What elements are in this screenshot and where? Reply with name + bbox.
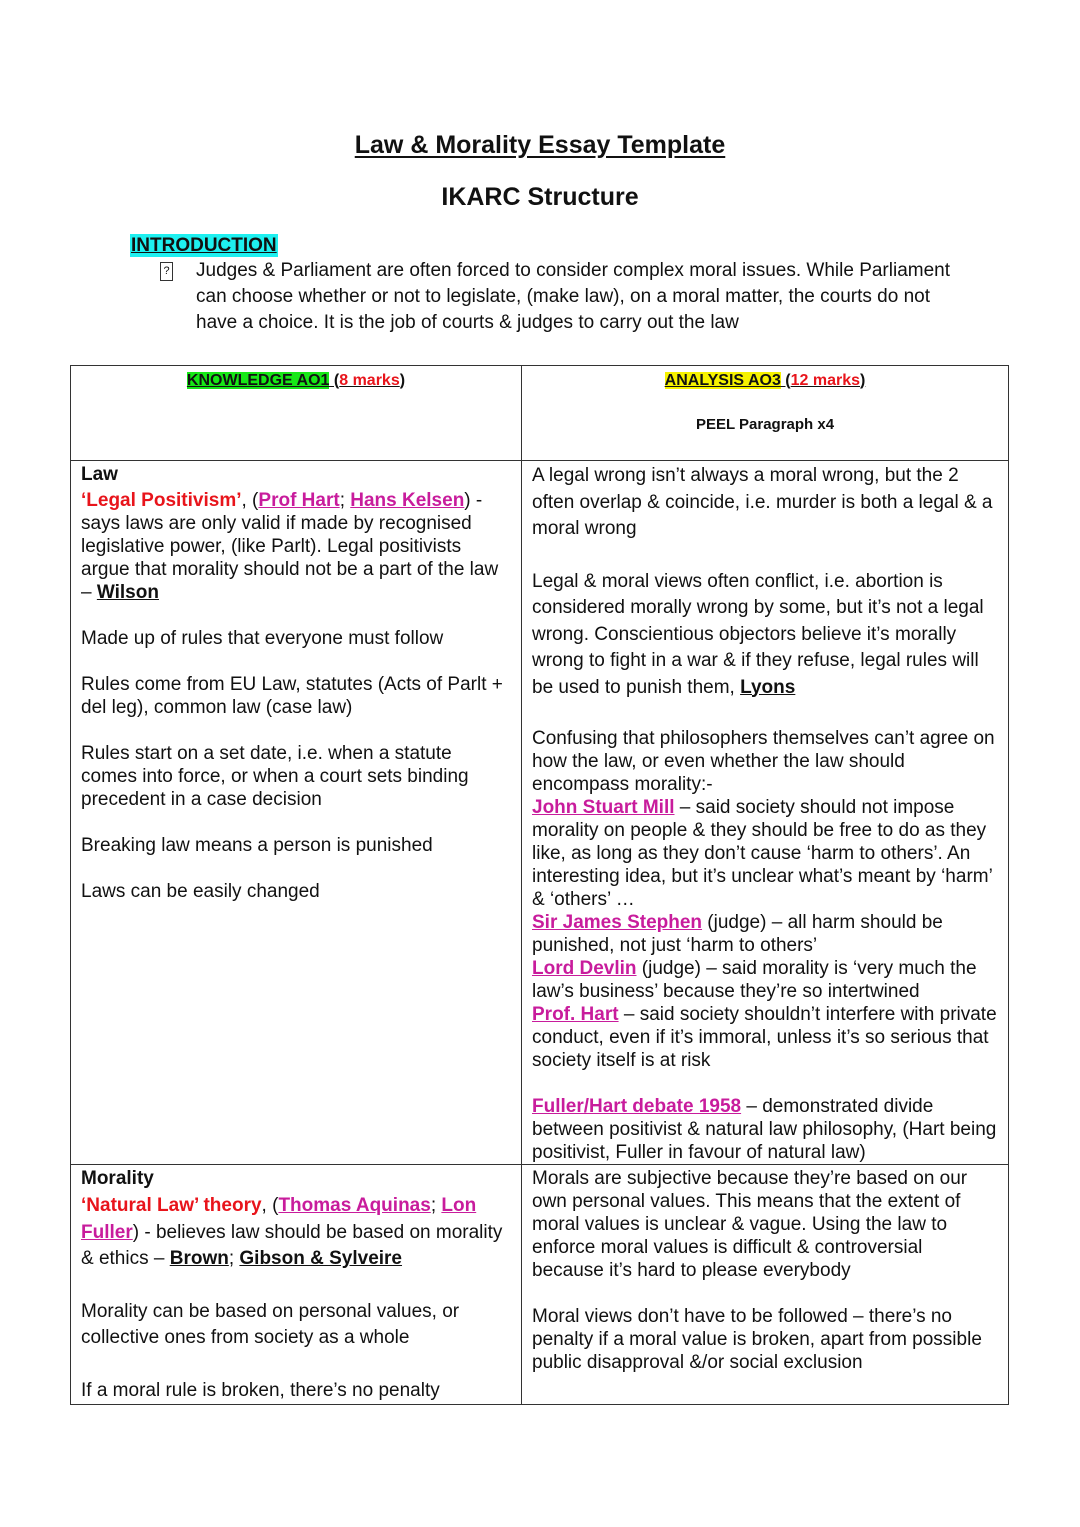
law-knowledge-cell	[71, 461, 522, 1165]
law-row	[71, 461, 1009, 1165]
text-run: – said society should not impose morality on people & they should be free to do as they like, as long as they don’t cause ‘harm to others’. An interesting idea, but it’s unclear what’s meant by ‘harm’ & ‘others’ …	[532, 797, 993, 910]
theory-name: ‘Legal Positivism’	[81, 490, 242, 511]
scholar-name: Lord Devlin	[532, 958, 637, 979]
paragraph	[532, 1003, 998, 1072]
text-run: (judge) – all harm should be punished, not just ‘harm to others’	[532, 912, 943, 956]
paragraph	[81, 1299, 511, 1352]
case-name: Wilson	[96, 582, 159, 603]
peel-subheading: PEEL Paragraph x4	[695, 416, 835, 433]
text-run: – said society shouldn’t interfere with private conduct, even if it’s immoral, unless it’s so serious that society itself is at risk	[532, 1004, 997, 1071]
paragraph	[81, 627, 511, 650]
paragraph	[532, 1167, 998, 1282]
scholar-name: Sir James Stephen	[532, 912, 703, 933]
text-run: ;	[430, 1195, 442, 1216]
bullet-icon: ?	[160, 262, 173, 281]
paren: )	[399, 372, 406, 389]
text-run: – demonstrated divide between positivist & natural law philosophy, (Hart being positivist, Fuller in favour of natural law)	[532, 1096, 997, 1163]
text-run: Morality can be based on personal values, or collective ones from society as a whole	[81, 1300, 460, 1348]
analysis-marks: 12 marks	[790, 372, 861, 389]
text-run: Breaking law means a person is punished	[81, 835, 433, 856]
text-run: , (	[241, 490, 259, 511]
scholar-name: Prof. Hart	[532, 1004, 619, 1025]
text-run: (judge) – said morality is ‘very much the law’s business’ because they’re so intertwined	[532, 958, 977, 1002]
paren: (	[329, 372, 340, 389]
knowledge-header	[187, 372, 405, 390]
case-name: Brown	[169, 1248, 229, 1269]
text-run: Moral views don’t have to be followed – there’s no penalty if a moral value is broken, apart from possible public disapproval &/or social exclusion	[532, 1306, 982, 1373]
text-run: ) - says laws are only valid if made by recognised legislative power, (like Parlt). Legal positivists argue that morality should not be a part of the law –	[81, 490, 499, 603]
ikarc-table	[70, 365, 1009, 1405]
scholar-name: Fuller/Hart debate 1958	[532, 1096, 742, 1117]
text-run: Rules come from EU Law, statutes (Acts of Parlt + del leg), common law (case law)	[81, 674, 503, 718]
text-run: Confusing that philosophers themselves can’t agree on how the law, or even whether the law should encompass morality:-	[532, 728, 995, 795]
scholar-name: Lon Fuller	[81, 1195, 477, 1243]
text-run: Made up of rules that everyone must follow	[81, 628, 444, 649]
paragraph	[532, 957, 998, 1003]
paren: )	[860, 372, 866, 389]
text-run: Legal & moral views often conflict, i.e. abortion is considered morally wrong by some, but it’s not a legal wrong. Conscientious objectors believe it’s morally wrong to fight in a war & if they refuse, legal rules will be used to punish them,	[532, 570, 984, 698]
text-run: Morals are subjective because they’re based on our own personal values. This means that the extent of moral values is unclear & vague. Using the law to enforce moral values is difficult & controversial because it’s hard to please everybody	[532, 1168, 968, 1281]
knowledge-marks: 8 marks	[339, 372, 400, 389]
paragraph	[81, 742, 511, 811]
paragraph	[81, 834, 511, 857]
document-subtitle: IKARC Structure	[441, 183, 639, 211]
paragraph	[81, 1167, 511, 1190]
paragraph	[532, 463, 998, 543]
scholar-name: Prof Hart	[258, 490, 340, 511]
case-name: Gibson & Sylveire	[239, 1248, 403, 1269]
paragraph	[532, 911, 998, 957]
paragraph	[532, 1305, 998, 1374]
analysis-header	[665, 372, 866, 390]
paragraph	[81, 489, 511, 604]
introduction-text: Judges & Parliament are often forced to consider complex moral issues. While Parliament can choose whether or not to legislate, (make law), on a moral matter, the courts do not have a choice. It is the job of courts & judges to carry out the law	[196, 260, 951, 333]
analysis-label: ANALYSIS AO3	[664, 372, 781, 389]
text-run: If a moral rule is broken, there’s no penalty	[81, 1379, 440, 1401]
theory-name: ‘Natural Law’ theory	[81, 1195, 262, 1216]
scholar-name: Hans Kelsen	[350, 490, 465, 511]
text-run: A legal wrong isn’t always a moral wrong, but the 2 often overlap & coincide, i.e. murder is both a legal & a moral wrong	[532, 465, 993, 539]
paragraph	[81, 1193, 511, 1273]
text-run: , (	[261, 1195, 279, 1216]
paragraph	[81, 1378, 511, 1404]
paragraph	[81, 673, 511, 719]
paragraph	[81, 463, 511, 486]
document-title: Law & Morality Essay Template	[354, 131, 726, 159]
paragraph	[532, 1095, 998, 1164]
paragraph	[532, 569, 998, 702]
knowledge-header-cell	[71, 366, 522, 461]
section-heading: Morality	[81, 1168, 154, 1189]
morality-knowledge-cell	[71, 1165, 522, 1405]
header-row	[71, 366, 1009, 461]
paragraph	[532, 727, 998, 796]
text-run: ;	[339, 490, 351, 511]
introduction-heading: INTRODUCTION	[131, 235, 277, 256]
paren: (	[780, 372, 791, 389]
section-heading: Law	[81, 464, 118, 485]
paragraph	[81, 880, 511, 903]
text-run: Laws can be easily changed	[81, 881, 320, 902]
knowledge-label: KNOWLEDGE AO1	[186, 372, 330, 389]
analysis-header-cell	[522, 366, 1009, 461]
text-run: ) - believes law should be based on morality & ethics –	[81, 1221, 503, 1269]
case-name: Lyons	[740, 676, 796, 698]
law-analysis-cell	[522, 461, 1009, 1165]
scholar-name: Thomas Aquinas	[278, 1195, 431, 1216]
text-run: Rules start on a set date, i.e. when a statute comes into force, or when a court sets binding precedent in a case decision	[81, 743, 469, 810]
morality-row	[71, 1165, 1009, 1405]
text-run: ;	[228, 1248, 240, 1269]
paragraph	[532, 796, 998, 911]
scholar-name: John Stuart Mill	[532, 797, 675, 818]
morality-analysis-cell	[522, 1165, 1009, 1405]
